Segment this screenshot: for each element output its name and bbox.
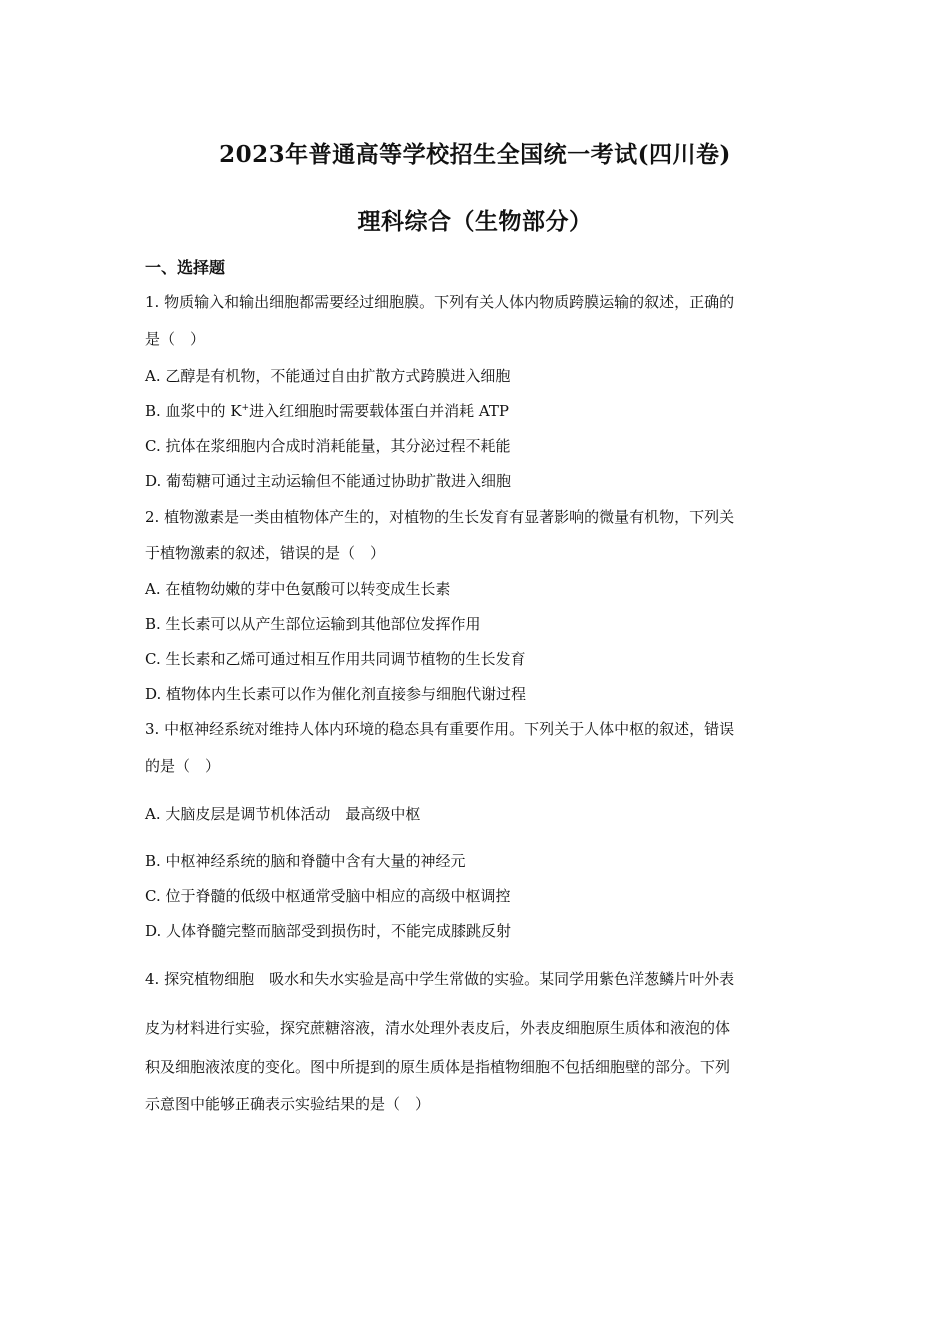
- q3-option-b: B. 中枢神经系统的脑和脊髓中含有大量的神经元: [145, 852, 466, 870]
- exam-subtitle: 理科综合（生物部分）: [357, 208, 593, 235]
- q2-option-a: A. 在植物幼嫩的芽中色氨酸可以转变成生长素: [145, 580, 451, 598]
- q4-stem-line-3: 积及细胞液浓度的变化。图中所提到的原生质体是指植物细胞不包括细胞壁的部分。下列: [145, 1058, 731, 1076]
- q3-stem-line-2: 的是（ ）: [145, 757, 221, 775]
- q3-option-d: D. 人体脊髓完整而脑部受到损伤时，不能完成膝跳反射: [145, 922, 512, 940]
- q2-stem-line-1: 2. 植物激素是一类由植物体产生的，对植物的生长发育有显著影响的微量有机物，下列关: [145, 508, 735, 526]
- q4-stem-line-2: 皮为材料进行实验，探究蔗糖溶液，清水处理外表皮后，外表皮细胞原生质体和液泡的体: [145, 1019, 731, 1037]
- q3-option-a: A. 大脑皮层是调节机体活动 最高级中枢: [145, 805, 421, 823]
- q1-option-b: [145, 401, 805, 421]
- section-heading: 一、选择题: [145, 258, 226, 277]
- q3-stem-line-1: 3. 中枢神经系统对维持人体内环境的稳态具有重要作用。下列关于人体中枢的叙述，错误: [145, 720, 735, 738]
- q1-option-c: C. 抗体在浆细胞内合成时消耗能量，其分泌过程不耗能: [145, 437, 511, 455]
- q2-option-c: C. 生长素和乙烯可通过相互作用共同调节植物的生长发育: [145, 650, 526, 668]
- q1-option-b-post: 进入红细胞时需要载体蛋白并消耗 ATP: [249, 402, 509, 420]
- q2-option-b: B. 生长素可以从产生部位运输到其他部位发挥作用: [145, 615, 481, 633]
- q1-option-b-pre: B. 血浆中的 K: [145, 402, 242, 420]
- q1-stem-line-2: 是（ ）: [145, 330, 206, 348]
- q2-option-d: D. 植物体内生长素可以作为催化剂直接参与细胞代谢过程: [145, 685, 527, 703]
- q3-option-c: C. 位于脊髓的低级中枢通常受脑中相应的高级中枢调控: [145, 887, 511, 905]
- q4-stem-line-4: 示意图中能够正确表示实验结果的是（ ）: [145, 1095, 431, 1113]
- q4-stem-line-1: 4. 探究植物细胞 吸水和失水实验是高中学生常做的实验。某同学用紫色洋葱鳞片叶外表: [145, 970, 735, 988]
- q1-option-a: A. 乙醇是有机物，不能通过自由扩散方式跨膜进入细胞: [145, 367, 511, 385]
- q1-option-d: D. 葡萄糖可通过主动运输但不能通过协助扩散进入细胞: [145, 472, 512, 490]
- exam-title: 2023年普通高等学校招生全国统一考试(四川卷): [219, 141, 731, 168]
- q1-option-b-sup: +: [241, 403, 250, 413]
- q1-stem-line-1: 1. 物质输入和输出细胞都需要经过细胞膜。下列有关人体内物质跨膜运输的叙述，正确的: [145, 293, 735, 311]
- q2-stem-line-2: 于植物激素的叙述，错误的是（ ）: [145, 544, 386, 562]
